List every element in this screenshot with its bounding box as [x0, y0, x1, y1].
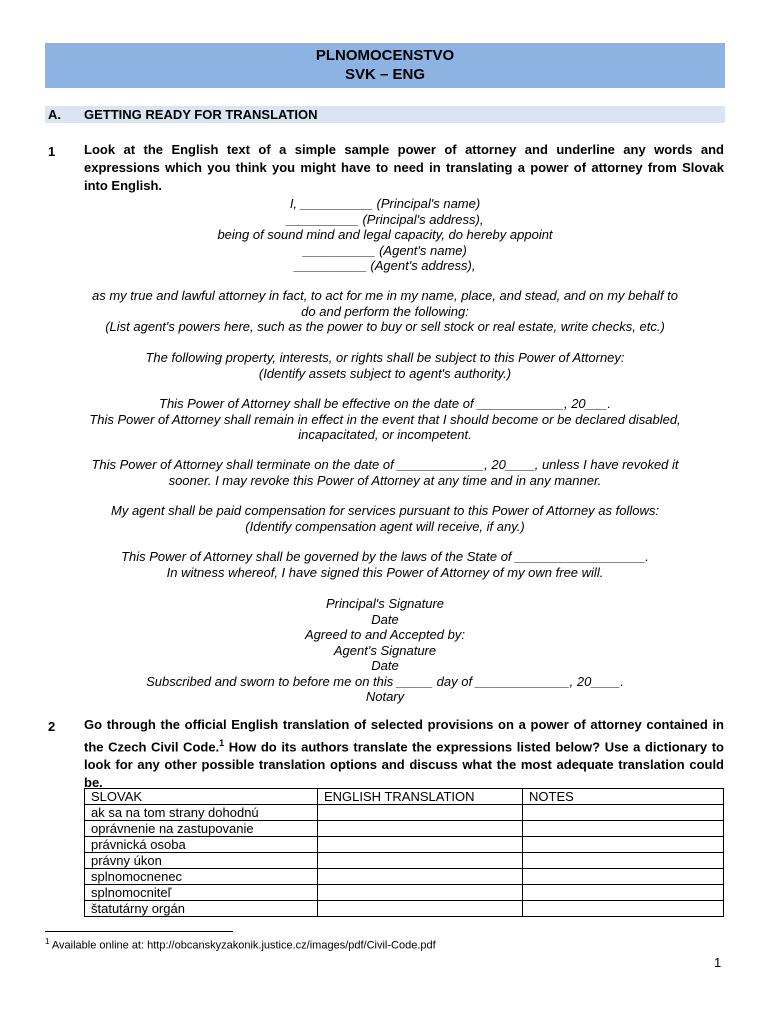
notes-cell[interactable]: [523, 869, 724, 885]
notes-cell[interactable]: [523, 837, 724, 853]
sample-line: Principal's Signature: [325, 596, 445, 611]
slovak-term: právnická osoba: [85, 837, 318, 853]
document-subtitle: SVK – ENG: [344, 66, 426, 83]
sample-line: __________ (Principal's address),: [286, 211, 484, 227]
sample-line: My agent shall be paid compensation for services pursuant to this Power of Attorney as follows:: [111, 503, 659, 518]
sample-line: (List agent's powers here, such as the power to buy or sell stock or real estate, write checks, etc.): [105, 319, 665, 334]
english-translation-cell[interactable]: [318, 885, 523, 901]
sample-line: Agent's Signature: [333, 642, 437, 658]
table-row: [85, 805, 724, 821]
english-translation-cell[interactable]: [318, 837, 523, 853]
task-1-instructions: Look at the English text of a simple sample power of attorney and underline any words and expressions which you think you might have to need in translating a power of attorney from Slovak into English.: [84, 142, 724, 193]
document-title: PLNOMOCENSTVO: [315, 47, 455, 64]
notes-cell[interactable]: [523, 805, 724, 821]
sample-line: (Identify assets subject to agent's authority.): [258, 365, 512, 381]
sample-line: This Power of Attorney shall be governed by the laws of the State of __________________.: [121, 549, 649, 564]
sample-block-effective: [45, 396, 725, 443]
sample-block-property: [45, 350, 725, 381]
table-row: [85, 837, 724, 853]
translation-table: [84, 788, 724, 917]
task-2-text-end: How do its authors translate the expressions listed below? Use a dictionary to look for any other possible translation options and discuss what the most adequate translation could be.: [84, 739, 724, 791]
sample-line: Date: [371, 658, 399, 673]
english-translation-cell[interactable]: [318, 853, 523, 869]
table-row: [85, 885, 724, 901]
footnote: [45, 937, 436, 952]
table-row: [85, 821, 724, 837]
task-1-number: 1: [48, 144, 56, 159]
sample-line: This Power of Attorney shall be effective on the date of ____________, 20___.: [159, 396, 611, 411]
footnote-reference: 1: [219, 738, 225, 748]
sample-line: incapacitated, or incompetent.: [298, 427, 472, 442]
sample-line: __________ (Agent's address),: [294, 258, 476, 273]
section-letter: A.: [48, 107, 61, 122]
sample-line: __________ (Agent's name): [303, 242, 467, 258]
sample-line: being of sound mind and legal capacity, do hereby appoint: [217, 227, 553, 242]
slovak-term: splnomocniteľ: [85, 885, 318, 901]
footnote-number: 1: [45, 937, 50, 946]
page-number: 1: [714, 955, 722, 970]
task-2-instructions: [84, 716, 724, 792]
task-2-number: 2: [48, 719, 56, 734]
sample-line: This Power of Attorney shall remain in effect in the event that I should become or be declared disabled,: [89, 411, 681, 427]
table-row: [85, 853, 724, 869]
sample-block-signatures: [45, 596, 725, 705]
sample-line: Agreed to and Accepted by:: [305, 627, 465, 642]
sample-line: do and perform the following:: [301, 303, 469, 319]
sample-block-powers: [45, 288, 725, 335]
section-title: GETTING READY FOR TRANSLATION: [84, 107, 318, 122]
notes-cell[interactable]: [523, 885, 724, 901]
english-translation-cell[interactable]: [318, 821, 523, 837]
title-banner: [45, 43, 725, 88]
slovak-term: splnomocnenec: [85, 869, 318, 885]
slovak-term: oprávnenie na zastupovanie: [85, 821, 318, 837]
sample-line: Subscribed and sworn to before me on this _____ day of _____________, 20____.: [146, 673, 624, 689]
sample-line: In witness whereof, I have signed this Power of Attorney of my own free will.: [166, 564, 604, 580]
column-header-english: ENGLISH TRANSLATION: [318, 789, 523, 805]
slovak-term: právny úkon: [85, 853, 318, 869]
notes-cell[interactable]: [523, 821, 724, 837]
footnote-text: Available online at: http://obcanskyzakonik.justice.cz/images/pdf/Civil-Code.pdf: [49, 939, 436, 952]
footnote-divider: [45, 931, 233, 932]
column-header-notes: NOTES: [523, 789, 724, 805]
sample-line: as my true and lawful attorney in fact, to act for me in my name, place, and stead, and on my behalf to: [91, 288, 679, 303]
sample-block-appointment: [45, 196, 725, 274]
english-translation-cell[interactable]: [318, 805, 523, 821]
sample-line: Date: [371, 611, 399, 627]
notes-cell[interactable]: [523, 853, 724, 869]
table-row: [85, 901, 724, 917]
sample-line: (Identify compensation agent will receive, if any.): [245, 518, 525, 534]
sample-block-terminate: [45, 457, 725, 488]
table-header-row: [85, 789, 724, 805]
sample-line: This Power of Attorney shall terminate on the date of ____________, 20____, unless I have revoked it: [91, 457, 679, 472]
notes-cell[interactable]: [523, 901, 724, 917]
slovak-term: štatutárny orgán: [85, 901, 318, 917]
sample-block-compensation: [45, 503, 725, 534]
sample-line: sooner. I may revoke this Power of Attorney at any time and in any manner.: [168, 472, 602, 488]
sample-line: Notary: [365, 689, 405, 704]
sample-block-governing-law: [45, 549, 725, 580]
english-translation-cell[interactable]: [318, 869, 523, 885]
table-row: [85, 869, 724, 885]
sample-line: The following property, interests, or rights shall be subject to this Power of Attorney:: [145, 350, 625, 365]
slovak-term: ak sa na tom strany dohodnú: [85, 805, 318, 821]
sample-line: I, __________ (Principal's name): [289, 196, 481, 211]
english-translation-cell[interactable]: [318, 901, 523, 917]
column-header-slovak: SLOVAK: [85, 789, 318, 805]
task-2-text-start: Go through the official English translation of selected provisions on a power of attorney contained in the Czech Civil Code.: [84, 717, 724, 755]
